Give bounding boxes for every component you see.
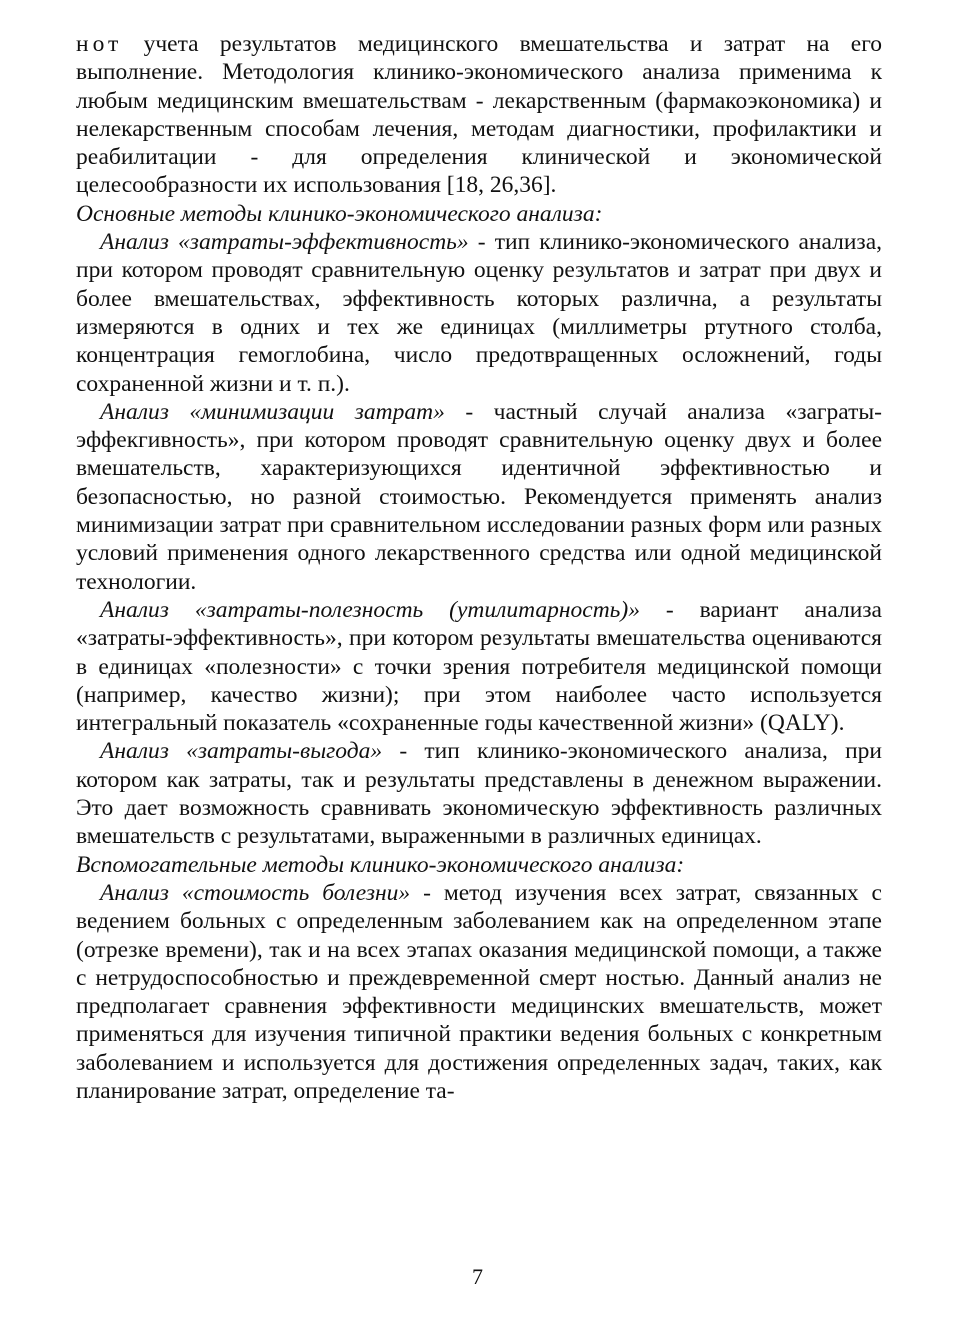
- cea-text: - тип клинико-экономического анализа, при котором проводят сравнительную оценку результатов и затрат при двух и более вмешательствах, эффективность которых различна, а результаты измеряются в одних и тех же единицах (миллиметры ртутного столба, концентрация гемоглобина, число предотвращенных осложнений, годы сохраненной жизни и т. п.).: [76, 229, 882, 397]
- cba-text: - тип клинико-экономического анализа, при котором как затраты, так и результаты представлены в денежном выражении. Это дает возможность сравнивать экономическую эффективность различных вмешательств с результатами, выраженными в различных единицах.: [76, 738, 882, 850]
- cua-text: - вариант анализа «затраты-эффективность», при котором результаты вмешательства оцениваются в единицах «полезности» с точки зрения потребителя медицинской помощи (например, качество жизни); при этом наиболее часто используется интегральный показатель «сохраненные годы качественной жизни» (QALY).: [76, 596, 882, 737]
- cua-paragraph: [76, 596, 882, 737]
- intro-paragraph: [76, 30, 882, 200]
- aux-methods-heading: Вспомогательные методы клинико-экономического анализа:: [76, 851, 685, 878]
- intro-spaced-word: нот: [76, 31, 123, 57]
- cma-paragraph: [76, 398, 882, 596]
- coi-term: Анализ «стоимость болезни»: [100, 879, 411, 906]
- main-methods-heading: Основные методы клинико-экономического анализа:: [76, 200, 603, 227]
- cma-text: - частный случай анализа «заграты-эффекгивность», при котором проводят сравнительную оценку двух и более вмешательств, характеризующихся идентичной эффективностью и безопасностью, но разной стоимостью. Рекомендуется применять анализ минимизации затрат при сравнительном исследовании разных форм или разных условий применения одного лекарственного средства или одной медицинской технологии.: [76, 398, 883, 595]
- page-number: 7: [472, 1264, 483, 1289]
- cua-term: Анализ «затраты-полезность (утилитарность)»: [100, 596, 640, 623]
- cea-term: Анализ «затраты-эффективность»: [100, 229, 469, 256]
- coi-text: - метод изучения всех затрат, связанных с ведением больных с определенным заболеванием как на определенном этапе (отрезке времени), так и на всех этапах оказания медицинской помощи, а также с нетрудоспособностью и преждевременной смерт ностью. Данный анализ не предполагает сравнения эффективности медицинских вмешательств, может применяться для изучения типичной практики ведения больных с конкретным заболеванием и используется для достижения определенных задач, таких, как планирование затрат, определение та-: [76, 879, 882, 1104]
- cba-term: Анализ «затраты-выгода»: [100, 738, 383, 765]
- cma-term: Анализ «минимизации затрат»: [100, 398, 445, 425]
- cba-paragraph: [76, 737, 882, 850]
- document-page: [76, 30, 882, 1105]
- coi-paragraph: [76, 879, 882, 1105]
- intro-text: учета результатов медицинского вмешательства и затрат на его выполнение. Методология клинико-экономического анализа применима к любым медицинским вмешательствам - лекарственным (фармакоэкономика) и нелекарственным способам лечения, методам диагностики, профилактики и реабилитации - для определения клинической и экономической целесообразности их использования [18, 26,36].: [76, 31, 882, 199]
- cea-paragraph: [76, 228, 882, 398]
